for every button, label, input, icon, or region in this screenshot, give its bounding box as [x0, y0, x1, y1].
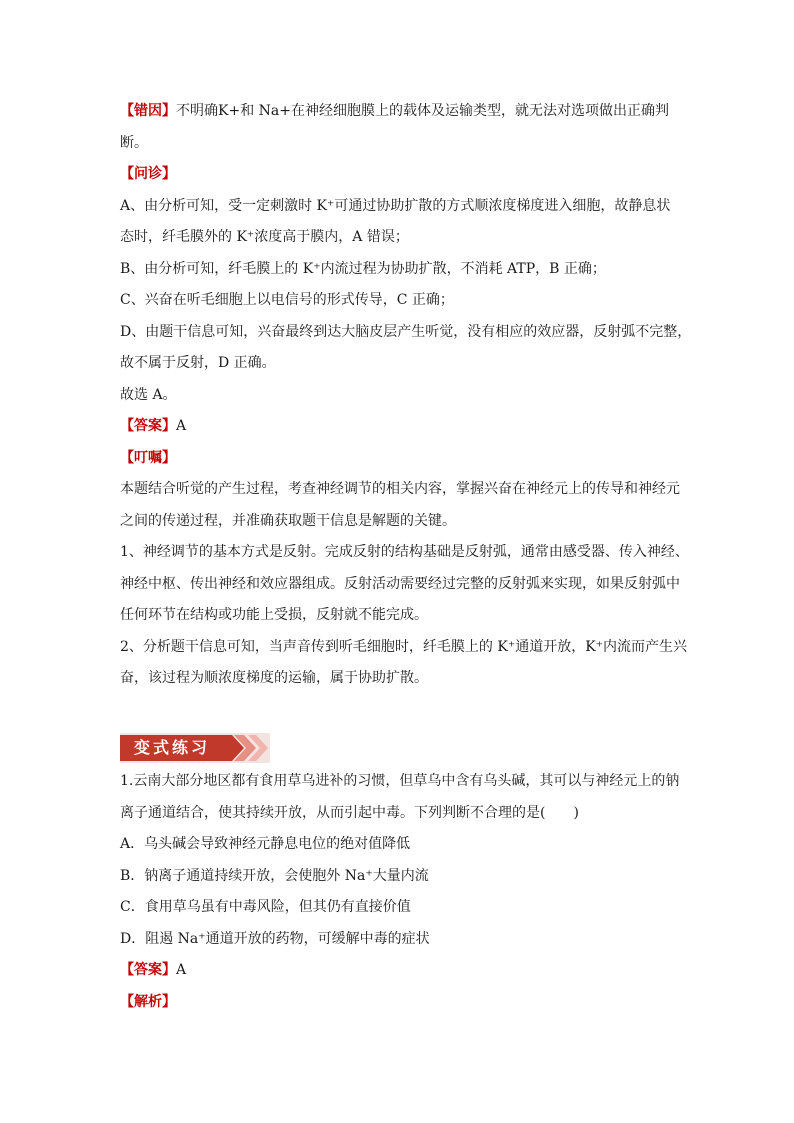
line-text: D、由题干信息可知，兴奋最终到达大脑皮层产生听觉，没有相应的效应器，反射弧不完整，: [120, 323, 692, 340]
line-text: A: [176, 962, 187, 978]
text-line: [120, 348, 680, 380]
option-b: [120, 861, 680, 893]
line-text: A: [176, 418, 187, 434]
line-text: 1.云南大部分地区都有食用草乌进补的习惯，但草乌中含有乌头碱，其可以与神经元上的钠: [120, 773, 680, 789]
text-line: [120, 96, 680, 128]
section-tag: 【问诊】: [120, 166, 176, 182]
option-a: [120, 829, 680, 861]
text-line: [120, 663, 680, 695]
section-tag: 【答案】: [120, 418, 176, 434]
line-text: C、兴奋在听毛细胞上以电信号的形式传导，C 正确；: [120, 292, 454, 308]
explanation-section: [120, 96, 692, 695]
text-line: [120, 128, 680, 160]
text-line: [120, 537, 689, 569]
line-text: 奋，该过程为顺浓度梯度的运输，属于协助扩散。: [120, 670, 428, 686]
text-line: [120, 569, 680, 601]
line-text: 1、神经调节的基本方式是反射。完成反射的结构基础是反射弧，通常由感受器、传入神经、: [120, 544, 689, 560]
text-line: [120, 600, 680, 632]
line-text: 本题结合听觉的产生过程，考查神经调节的相关内容，掌握兴奋在神经元上的传导和神经元: [120, 481, 680, 497]
analysis-line: [120, 987, 680, 1019]
section-tag: 【解析】: [120, 993, 176, 1010]
text-line: [120, 798, 680, 830]
line-text: 态时，纤毛膜外的 K⁺浓度高于膜内，A 错误；: [120, 229, 409, 245]
banner-label: 变式练习: [134, 738, 211, 757]
text-line: [120, 632, 688, 664]
text-line: [120, 254, 680, 286]
answer-line: [120, 955, 680, 987]
line-text: 离子通道结合，使其持续开放，从而引起中毒。下列判断不合理的是( ): [120, 804, 579, 821]
text-line: [120, 285, 680, 317]
variant-practice-banner: [120, 733, 270, 763]
text-line: [120, 317, 692, 349]
line-text: B、由分析可知，纤毛膜上的 K⁺内流过程为协助扩散，不消耗 ATP，B 正确；: [120, 260, 606, 277]
text-line: [120, 159, 680, 191]
section-tag: 【错因】: [120, 103, 176, 119]
text-line: [120, 380, 680, 412]
practice-section: [120, 766, 680, 1018]
section-tag: 【叮嘱】: [120, 449, 176, 466]
line-text: 不明确K+和 Na+在神经细胞膜上的载体及运输类型，就无法对选项做出正确判: [176, 103, 669, 119]
text-line: [120, 506, 680, 538]
line-text: A、由分析可知，受一定刺激时 K⁺可通过协助扩散的方式顺浓度梯度进入细胞，故静息状: [120, 197, 671, 214]
line-text: 断。: [120, 134, 148, 151]
option-d: [120, 924, 680, 956]
line-text: C．食用草乌虽有中毒风险，但其仍有直接价值: [120, 899, 411, 915]
text-line: [120, 191, 680, 223]
text-line: [120, 443, 680, 475]
line-text: 之间的传递过程，并准确获取题干信息是解题的关键。: [120, 512, 456, 529]
line-text: 神经中枢、传出神经和效应器组成。反射活动需要经过完整的反射弧来实现，如果反射弧中: [120, 575, 680, 592]
line-text: 故选 A。: [120, 386, 177, 403]
line-text: 故不属于反射，D 正确。: [120, 355, 276, 371]
section-tag: 【答案】: [120, 962, 176, 978]
text-line: [120, 411, 680, 443]
line-text: 任何环节在结构或功能上受损，反射就不能完成。: [120, 607, 428, 623]
line-text: B．钠离子通道持续开放，会使胞外 Na⁺大量内流: [120, 867, 429, 884]
line-text: 2、分析题干信息可知，当声音传到听毛细胞时，纤毛膜上的 K⁺通道开放，K⁺内流而产生兴: [120, 638, 688, 655]
line-text: A．乌头碱会导致神经元静息电位的绝对值降低: [120, 836, 411, 852]
option-c: [120, 892, 680, 924]
text-line: [120, 474, 680, 506]
line-text: D．阻遏 Na⁺通道开放的药物，可缓解中毒的症状: [120, 930, 430, 947]
text-line: [120, 222, 680, 254]
text-line: [120, 766, 680, 798]
